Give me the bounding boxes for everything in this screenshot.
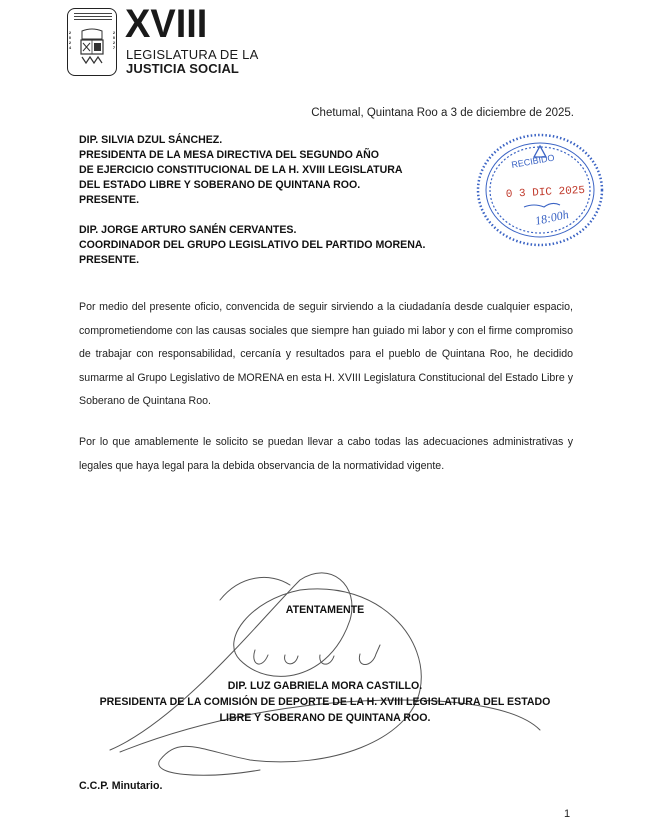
addressee-1-role-3: DEL ESTADO LIBRE Y SOBERANO DE QUINTANA ROO. bbox=[79, 179, 361, 191]
addressee-2-name: DIP. JORGE ARTURO SANÉN CERVANTES. bbox=[79, 224, 297, 236]
year-end: 2 0 2 7 bbox=[112, 30, 116, 50]
addressee-1-name: DIP. SILVIA DZUL SÁNCHEZ. bbox=[79, 134, 223, 146]
date-line: Chetumal, Quintana Roo a 3 de diciembre de 2025. bbox=[311, 107, 574, 119]
page-number: 1 bbox=[564, 808, 571, 820]
signer-role-1: PRESIDENTA DE LA COMISIÓN DE DEPORTE DE LA H. XVIII LEGISLATURA DEL ESTADO bbox=[99, 696, 551, 708]
stamp-handwritten-time: 18:00h bbox=[533, 207, 570, 228]
signer-role-2: LIBRE Y SOBERANO DE QUINTANA ROO. bbox=[219, 712, 431, 724]
addressee-1-role-2: DE EJERCICIO CONSTITUCIONAL DE LA H. XVIII LEGISLATURA bbox=[79, 164, 403, 176]
addressee-1-role-1: PRESIDENTA DE LA MESA DIRECTIVA DEL SEGUNDO AÑO bbox=[79, 149, 379, 161]
addressee-2-role: COORDINADOR DEL GRUPO LEGISLATIVO DEL PARTIDO MORENA. bbox=[79, 239, 426, 251]
stamp-label: RECIBIDO bbox=[510, 152, 556, 170]
legislature-number: XVIII bbox=[125, 2, 208, 46]
legislature-subtitle-1: LEGISLATURA DE LA bbox=[126, 47, 259, 62]
closing-text: ATENTAMENTE bbox=[285, 604, 365, 616]
signer-block bbox=[80, 678, 570, 726]
addressee-2-presente: PRESENTE. bbox=[79, 254, 140, 266]
signer-name: DIP. LUZ GABRIELA MORA CASTILLO. bbox=[227, 680, 423, 692]
body-paragraph-1: Por medio del presente oficio, convencida de seguir sirviendo a la ciudadanía desde cualquier espacio, comprometiendome con las causas sociales que siempre han guiado mi labor y con el firme compromiso de trabajar con responsabilidad, cercanía y resultados para el pueblo de Quintana Roo, he decidido sumarme al Grupo Legislativo de MORENA en esta H. XVIII Legislatura Constitucional del Estado Libre y Soberano de Quintana Roo. bbox=[79, 301, 573, 408]
body-paragraph-2: Por lo que amablemente le solicito se puedan llevar a cabo todas las adecuaciones administrativas y legales que haya legal para la debida observancia de la normatividad vigente. bbox=[79, 436, 573, 472]
year-start: 2 0 2 4 bbox=[68, 30, 72, 50]
ccp-line: C.C.P. Minutario. bbox=[79, 780, 163, 792]
legislature-subtitle-2: JUSTICIA SOCIAL bbox=[126, 61, 239, 76]
addressee-1-presente: PRESENTE. bbox=[79, 194, 140, 206]
stamp-date: 0 3 DIC 2025 bbox=[505, 184, 586, 201]
